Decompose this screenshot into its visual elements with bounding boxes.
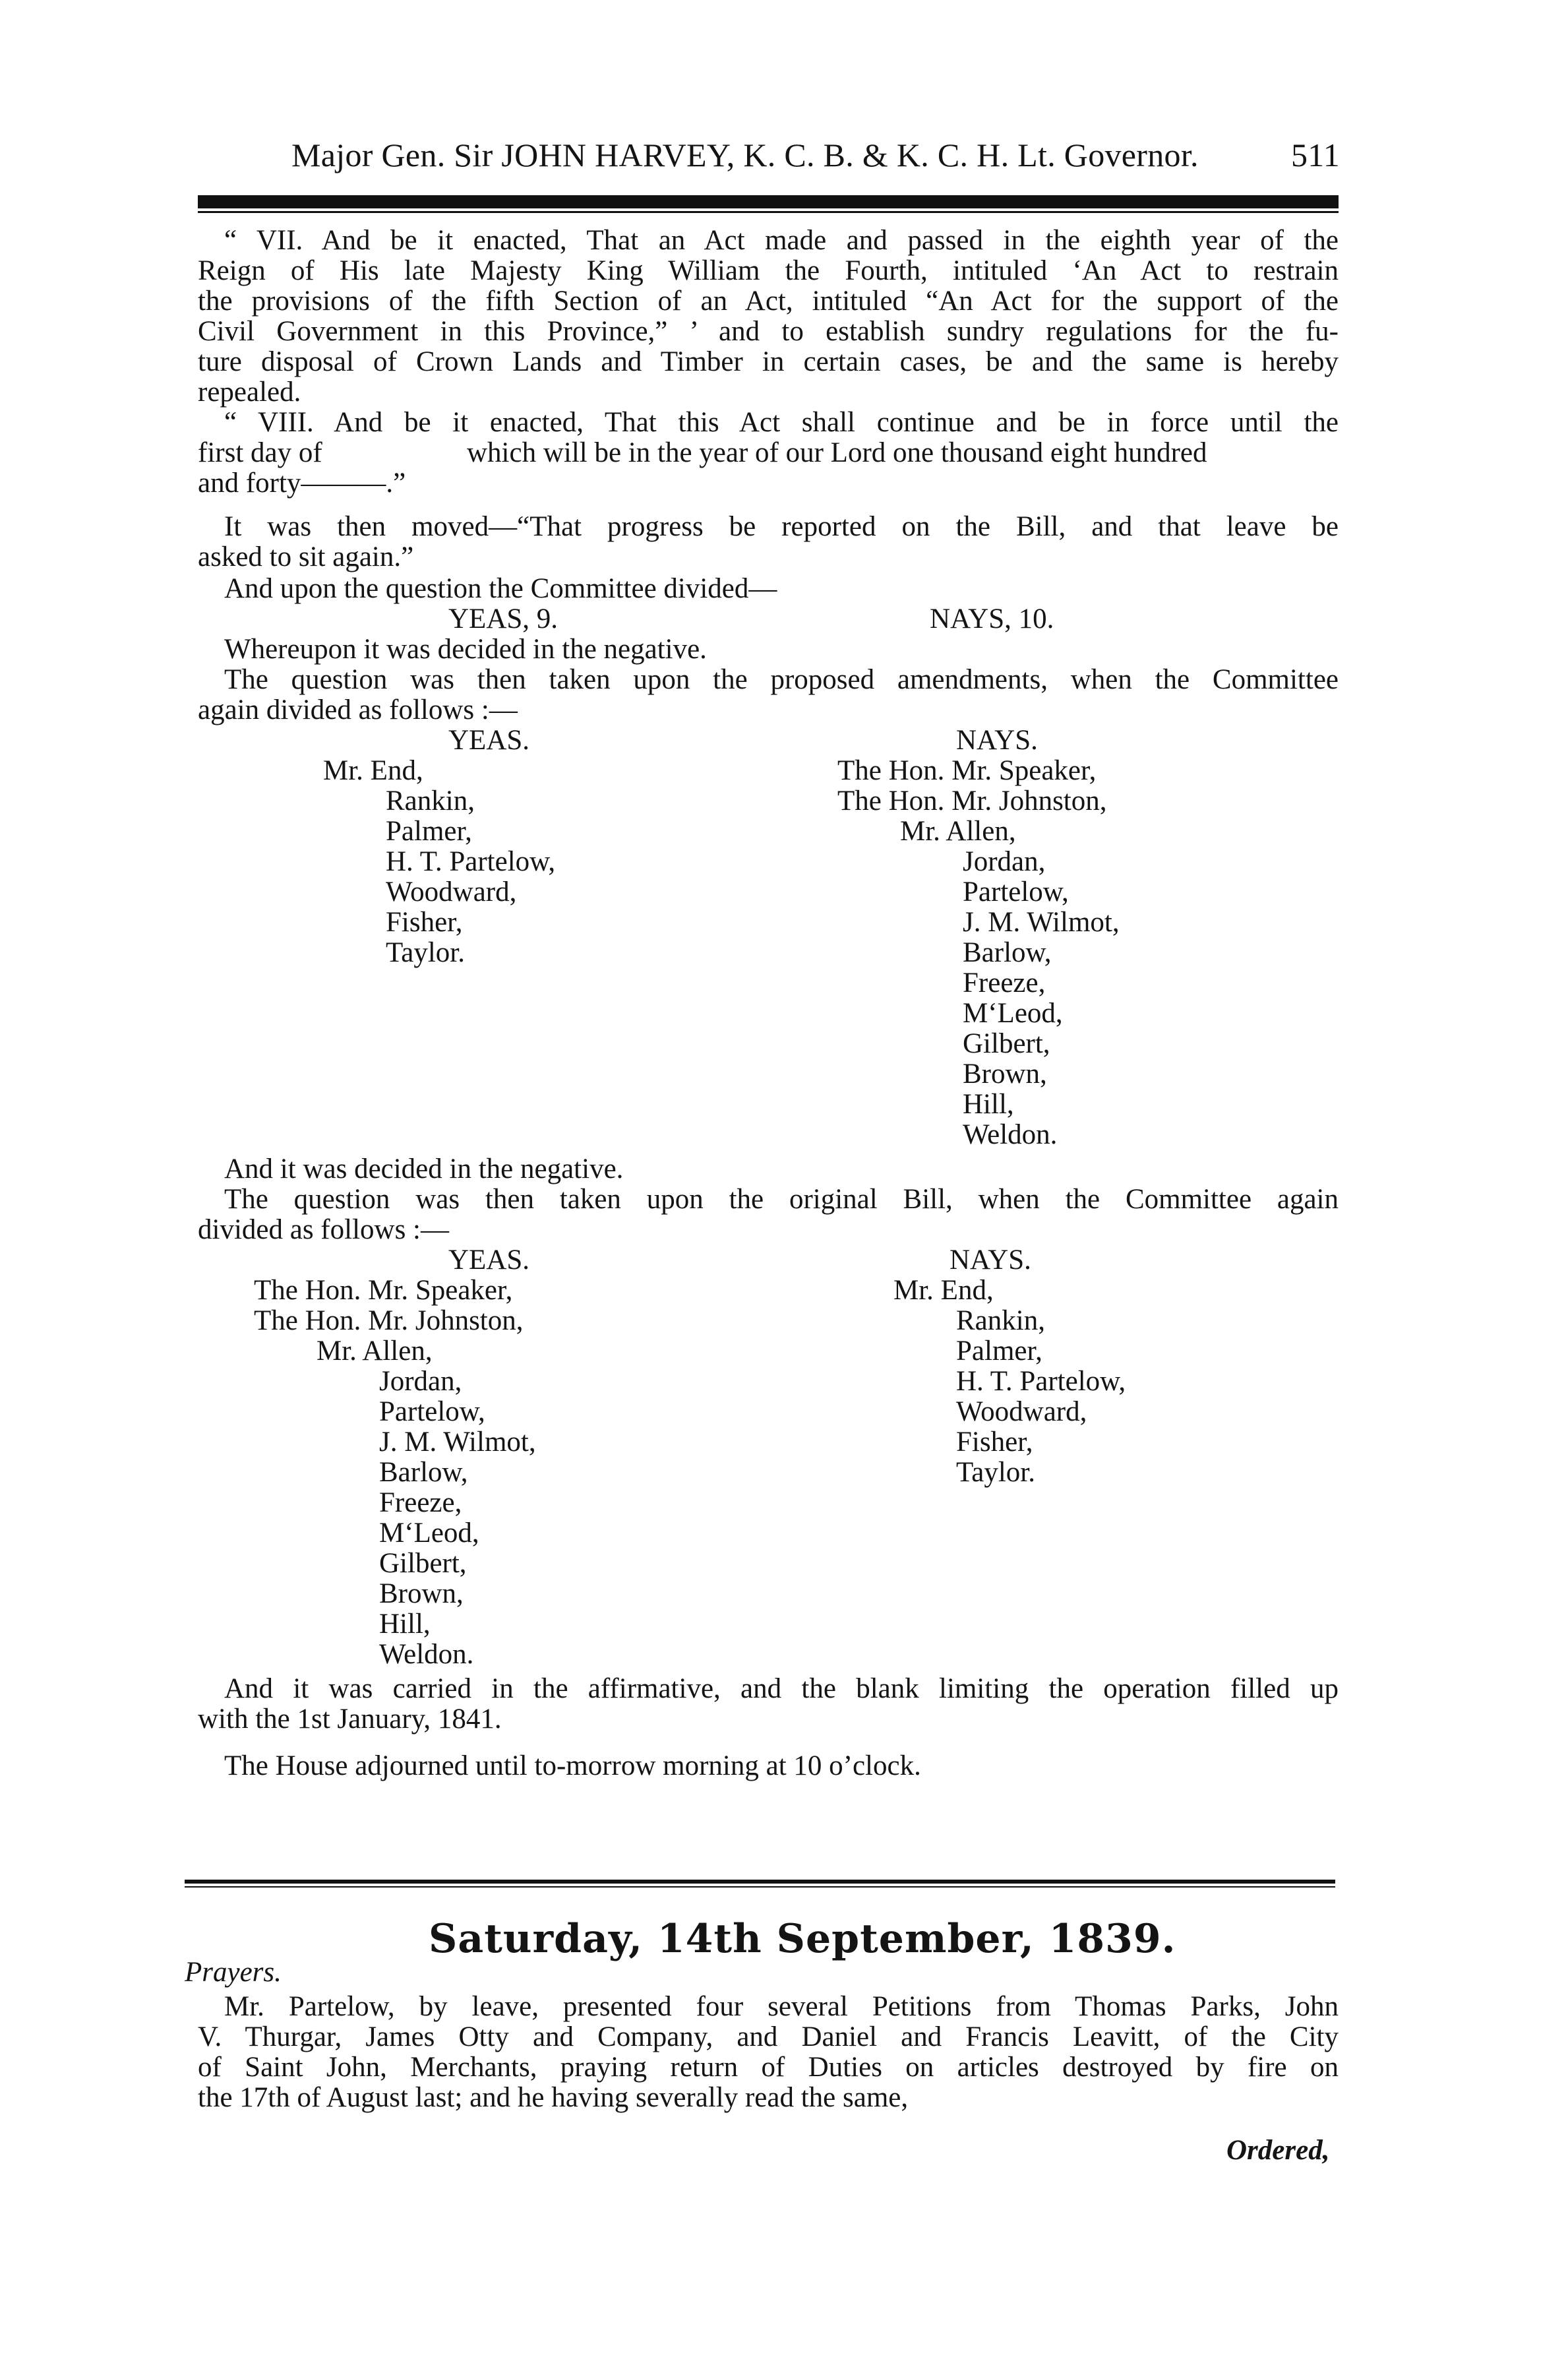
vote1-yea: Palmer, [386,816,472,847]
text-line: And it was carried in the affirmative, and the blank limiting the operation filled up [224,1673,1339,1704]
vote2-yea: The Hon. Mr. Speaker, [254,1275,513,1306]
vote2-nay: H. T. Partelow, [956,1366,1126,1397]
vote1-nay: Partelow, [963,876,1069,907]
vote1-nay: The Hon. Mr. Speaker, [837,755,1097,786]
vote1-yea: Mr. End, [323,755,423,786]
vote1-nay: Weldon. [963,1119,1058,1150]
text-line: divided as follows :— [198,1214,449,1245]
adjourned-line: The House adjourned until to-morrow morning at 10 o’clock. [224,1750,921,1781]
text-line: Civil Government in this Province,” ’ and to establish sundry regulations for the fu- [198,316,1339,347]
vote2-yea: Partelow, [379,1396,485,1427]
vote2-yea: M‘Leod, [379,1518,479,1549]
vote2-yea: Jordan, [379,1366,462,1397]
vote1-nay: Gilbert, [963,1028,1050,1059]
page-number: 511 [1290,137,1340,173]
running-title: Major Gen. Sir JOHN HARVEY, K. C. B. & K. C. H. Lt. Governor. [291,137,1199,173]
vote2-yea: J. M. Wilmot, [379,1427,536,1458]
vote1-nay: Hill, [963,1089,1014,1120]
vote1-yeas-heading: YEAS. [448,725,530,756]
vote2-yeas-heading: YEAS. [448,1245,530,1276]
vote2-nay: Palmer, [956,1336,1042,1367]
text-line: the provisions of the fifth Section of an Act, intituled “An Act for the support of the [198,286,1339,317]
vote1-nay: Brown, [963,1059,1047,1090]
vote2-yea: Gilbert, [379,1548,467,1579]
yeas-count: YEAS, 9. [448,603,558,634]
text-line: and forty———.” [198,468,406,499]
text-line: The question was then taken upon the proposed amendments, when the Committee [224,664,1339,695]
motion-paragraph [198,512,1339,572]
text-line: repealed. [198,377,301,408]
original-bill-paragraph [198,1184,1339,1245]
vote1-yea: Rankin, [386,785,475,816]
vote2-yea: Freeze, [379,1487,462,1518]
vote2-nay: Rankin, [956,1305,1045,1336]
text-line: “ VIII. And be it enacted, That this Act shall continue and be in force until the [224,407,1339,438]
text-line: which will be in the year of our Lord one thousand eight hundred [467,437,1207,468]
vote2-yea: Mr. Allen, [317,1336,433,1367]
section-divider [185,1880,1335,1884]
vote2-nays-heading: NAYS. [950,1245,1031,1276]
vote2-nay: Woodward, [956,1396,1087,1427]
text-line: And it was decided in the negative. [224,1153,624,1184]
header-rule-thin [198,211,1339,213]
text-line: V. Thurgar, James Otty and Company, and Daniel and Francis Leavitt, of the City [198,2021,1339,2052]
vote1-nay: Mr. Allen, [900,816,1016,847]
vote1-yea: Fisher, [386,907,463,938]
vote2-nay: Taylor. [956,1457,1035,1488]
text-line: first day of [198,437,322,468]
text-line: Reign of His late Majesty King William the Fourth, intituled ‘An Act to restrain [198,255,1339,286]
vote1-nay: J. M. Wilmot, [963,907,1120,938]
text-line: ture disposal of Crown Lands and Timber in certain cases, be and the same is hereby [198,346,1339,377]
vote2-yea: Hill, [379,1609,431,1640]
text-line: with the 1st January, 1841. [198,1704,502,1735]
vote2-nay: Fisher, [956,1427,1033,1458]
vote1-yea: H. T. Partelow, [386,846,556,877]
vote1-nays-heading: NAYS. [956,725,1038,756]
section-divider-thin [185,1886,1335,1888]
running-header [291,136,1340,174]
text-line: “ VII. And be it enacted, That an Act made and passed in the eighth year of the [224,225,1339,256]
date-heading: Saturday, 14th September, 1839. [429,1916,1176,1962]
text-line: It was then moved—“That progress be reported on the Bill, and that leave be [224,511,1339,542]
text-line: again divided as follows :— [198,694,518,725]
text-line: And upon the question the Committee divided— [224,573,777,604]
vote1-yea: Taylor. [386,937,465,968]
text-line: Whereupon it was decided in the negative. [224,634,707,665]
vote1-yea: Woodward, [386,876,517,907]
vote2-yea: Weldon. [379,1639,474,1670]
nays-count: NAYS, 10. [930,603,1054,634]
prayers-label: Prayers. [185,1957,282,1988]
vote1-nay: Barlow, [963,937,1052,968]
section-viii [198,408,1339,438]
text-line: of Saint John, Merchants, praying return of Duties on articles destroyed by fire on [198,2052,1339,2083]
vote1-nay: Freeze, [963,968,1046,999]
text-line: The question was then taken upon the original Bill, when the Committee again [224,1184,1339,1215]
vote1-nay: The Hon. Mr. Johnston, [837,785,1107,816]
text-line: the 17th of August last; and he having severally read the same, [198,2082,909,2113]
vote2-yea: Barlow, [379,1457,468,1488]
vote1-nay: M‘Leod, [963,998,1063,1029]
petition-paragraph [198,1992,1339,2113]
text-line: asked to sit again.” [198,541,414,572]
header-rule-thick [198,195,1339,208]
vote2-yea: Brown, [379,1578,464,1609]
vote2-yea: The Hon. Mr. Johnston, [254,1305,524,1336]
catchword: Ordered, [1226,2135,1330,2166]
carried-paragraph [198,1674,1339,1735]
text-line: Mr. Partelow, by leave, presented four several Petitions from Thomas Parks, John [224,1991,1339,2022]
section-vii [198,226,1339,408]
vote2-nay: Mr. End, [893,1275,994,1306]
vote1-nay: Jordan, [963,846,1046,877]
amendment-paragraph [198,665,1339,725]
